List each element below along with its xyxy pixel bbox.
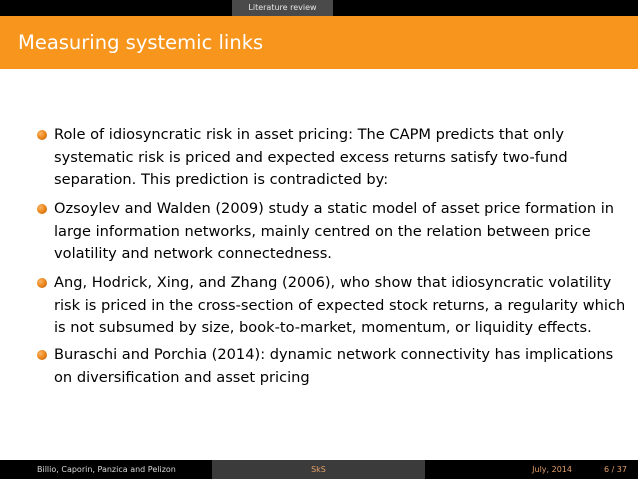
bullet-line: Ozsoylev and Walden (2009) study a static model of asset price formation in <box>54 200 615 217</box>
footer-right <box>425 460 638 479</box>
bullet-text <box>54 198 626 266</box>
bullet-icon <box>37 350 47 360</box>
bullet-icon <box>37 278 47 288</box>
bullet-text <box>54 272 626 340</box>
footer-short-title: SkS <box>311 465 326 474</box>
bullet-line: large information networks, mainly centred on the relation between price <box>54 222 591 240</box>
bullet-line: Ang, Hodrick, Xing, and Zhang (2006), who show that idiosyncratic volatility <box>54 274 612 291</box>
bullet-text <box>54 124 626 192</box>
footer-left <box>0 460 212 479</box>
bullet-line: volatility and network connectedness. <box>54 245 332 262</box>
bullet-line: is not subsumed by size, book-to-market, momentum, or liquidity effects. <box>54 319 592 336</box>
section-label[interactable]: Literature review <box>232 0 333 16</box>
footer-page-number: 6 / 37 <box>603 465 627 474</box>
bullet-line: separation. This prediction is contradicted by: <box>54 171 389 188</box>
bullet-line: on diversification and asset pricing <box>54 368 310 386</box>
bullet-line: risk is priced in the cross-section of expected stock returns, a regularity which <box>54 296 626 314</box>
footer-middle <box>212 460 425 479</box>
footer-date: July, 2014 <box>532 465 572 474</box>
bullet-icon <box>37 130 47 140</box>
bullet-icon <box>37 204 47 214</box>
bullet-text <box>54 344 626 389</box>
bullet-line: Role of idiosyncratic risk in asset pricing: The CAPM predicts that only <box>54 126 564 143</box>
footer-bar <box>0 460 638 479</box>
bullet-line: Buraschi and Porchia (2014): dynamic network connectivity has implications <box>54 346 614 363</box>
bullet-line: systematic risk is priced and expected excess returns satisfy two-fund <box>54 148 568 166</box>
slide-title: Measuring systemic links <box>18 31 264 54</box>
footer-authors: Billio, Caporin, Panzica and Pelizon <box>37 465 176 474</box>
